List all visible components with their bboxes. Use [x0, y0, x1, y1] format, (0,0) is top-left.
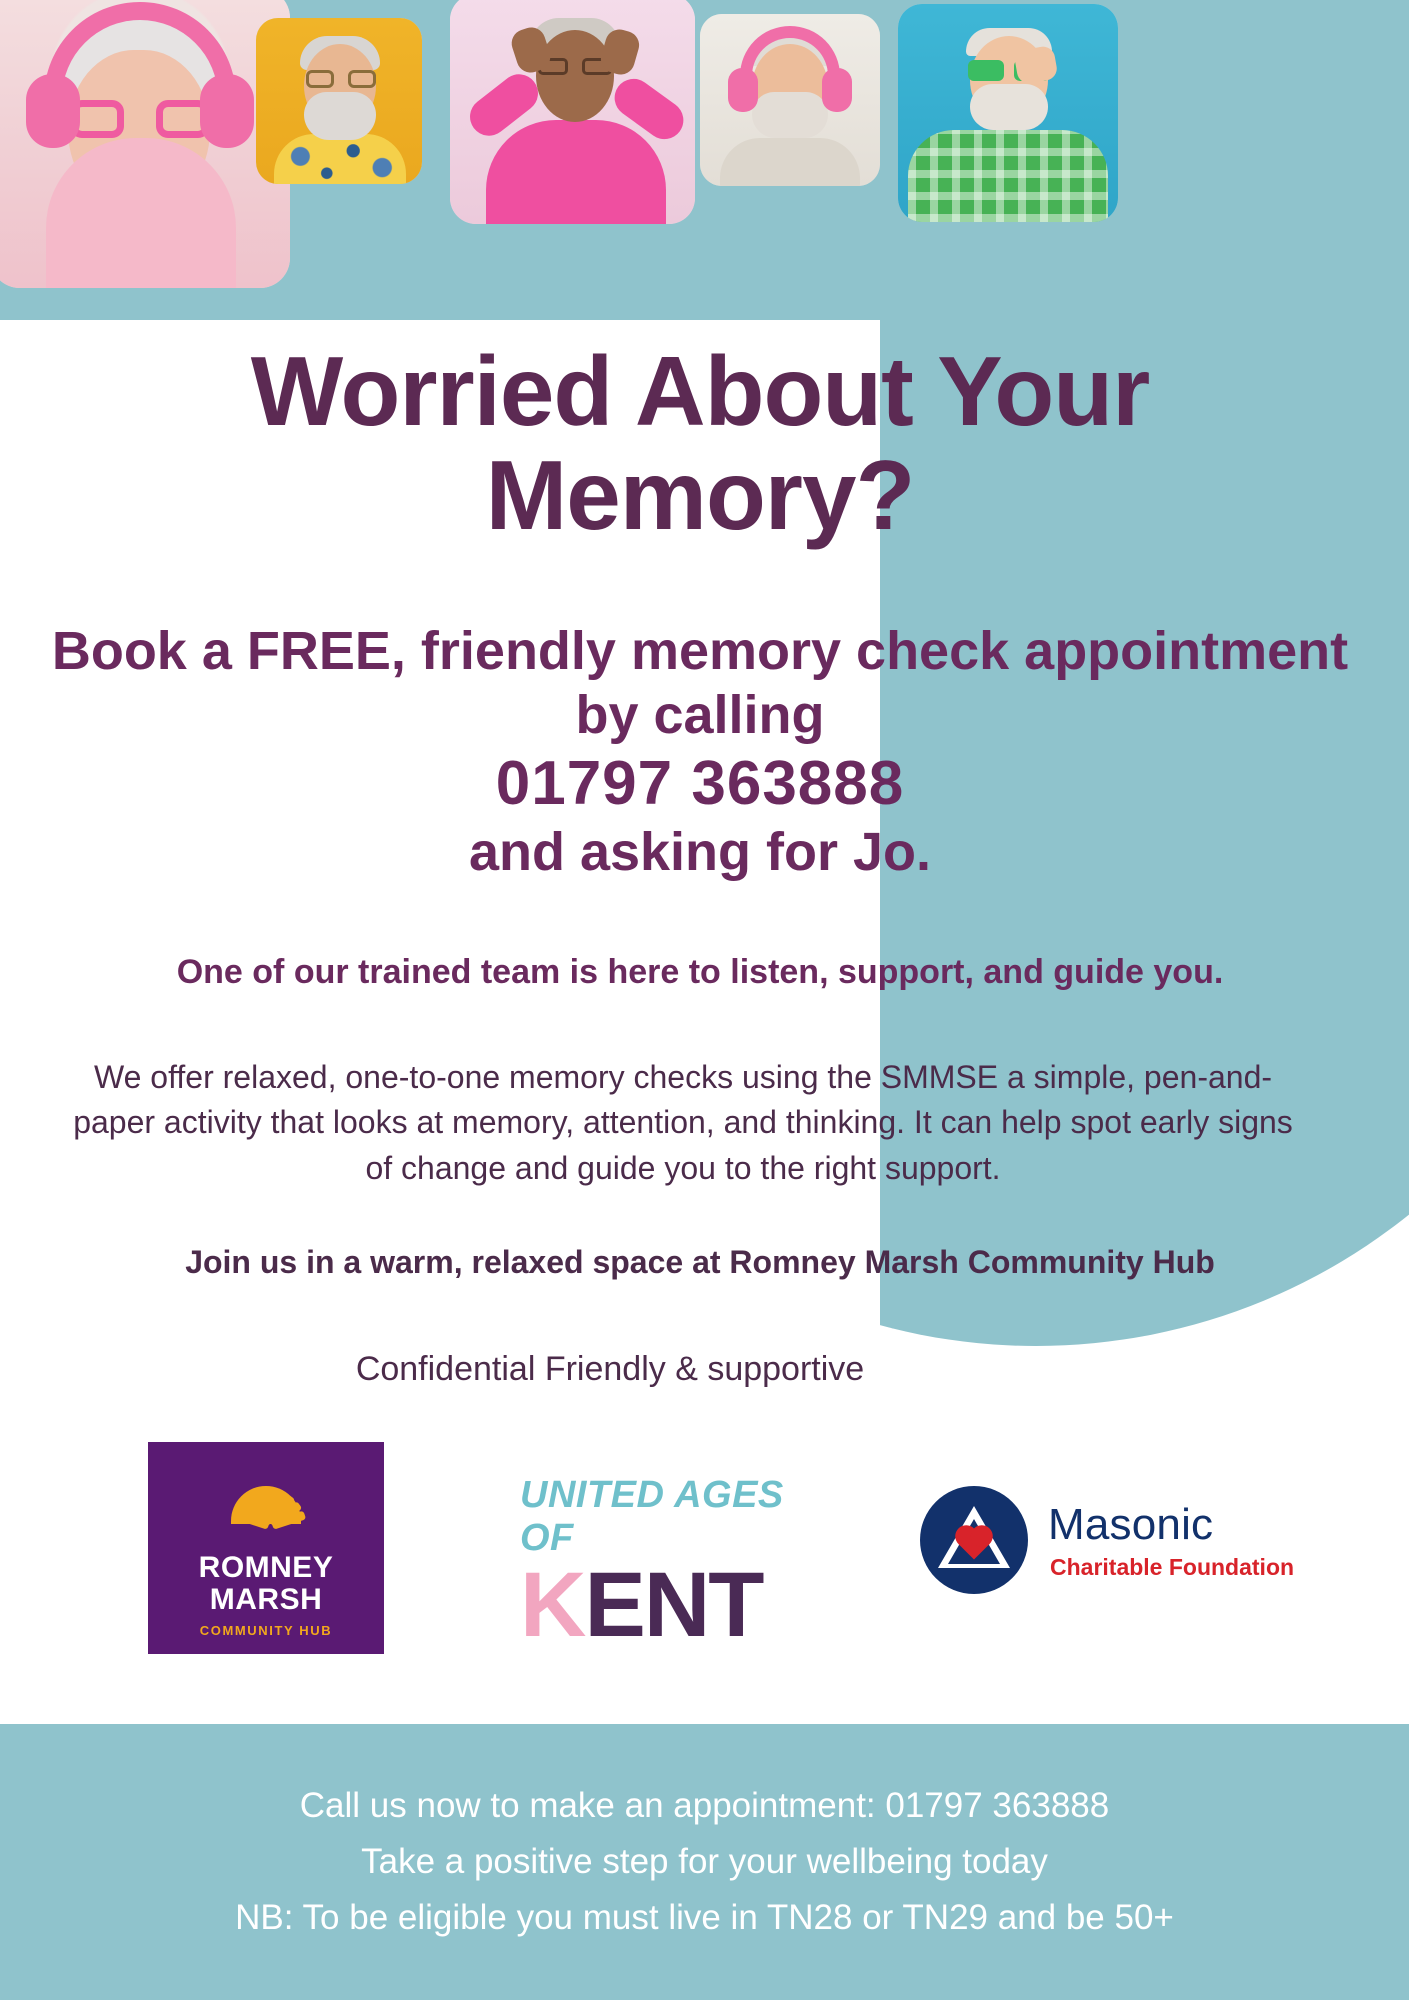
romney-marsh-logo-subtitle: COMMUNITY HUB: [199, 1623, 333, 1638]
footer-eligibility-line: NB: To be eligible you must live in TN28 or TN29 and be 50+: [235, 1898, 1174, 1937]
man-in-yellow-floral-shirt-photo: [256, 18, 422, 184]
united-ages-logo-ent: ENT: [584, 1554, 763, 1656]
woman-in-pink-top-framing-face-photo: [450, 0, 695, 224]
romney-marsh-logo-line2: MARSH: [209, 1582, 323, 1616]
booking-instruction-line2: and asking for Jo.: [468, 821, 932, 882]
woman-with-pink-headphones-photo: [0, 0, 290, 288]
phone-number: 01797 363888: [495, 749, 905, 819]
romney-marsh-community-hub-logo: [148, 1442, 384, 1654]
man-in-green-checked-shirt-sunglasses-photo: [898, 4, 1118, 222]
united-ages-logo-kent: [520, 1554, 810, 1656]
romney-marsh-logo-line1: ROMNEY: [198, 1551, 334, 1584]
united-ages-logo-top: UNITED AGES OF: [520, 1474, 784, 1559]
united-ages-of-kent-logo: [520, 1474, 810, 1656]
booking-instruction: [40, 620, 1360, 884]
footer-wellbeing-line: Take a positive step for your wellbeing today: [361, 1842, 1048, 1881]
united-ages-logo-k: K: [520, 1554, 585, 1656]
confidentiality-text: Confidential Friendly & supportive: [355, 1350, 865, 1388]
venue-text: Join us in a warm, relaxed space at Romney Marsh Community Hub: [185, 1244, 1215, 1280]
logo-row: [0, 1428, 1409, 1678]
photo-band: [0, 0, 1409, 320]
man-with-pink-headphones-photo: [700, 14, 880, 186]
footer-call-line: Call us now to make an appointment: 01797 363888: [299, 1786, 1110, 1825]
masonic-charitable-foundation-logo: [920, 1486, 1340, 1606]
page-title: Worried About Your Memory?: [250, 336, 1150, 550]
service-description: We offer relaxed, one-to-one memory checks using the SMMSE a simple, pen-and-paper activity that looks at memory, attention, and thinking. It can help spot early signs of change and guide you to the right support.: [73, 1059, 1293, 1186]
sun-icon: [211, 1464, 321, 1534]
booking-instruction-line1: Book a FREE, friendly memory check appointment by calling: [51, 621, 1349, 745]
trained-team-text: One of our trained team is here to listen, support, and guide you.: [176, 953, 1224, 991]
masonic-logo-name: Masonic: [1048, 1500, 1214, 1549]
masonic-logo-subtitle: Charitable Foundation: [1050, 1554, 1295, 1580]
masonic-emblem-icon: [920, 1486, 1028, 1594]
footer-band: [0, 1724, 1409, 2000]
